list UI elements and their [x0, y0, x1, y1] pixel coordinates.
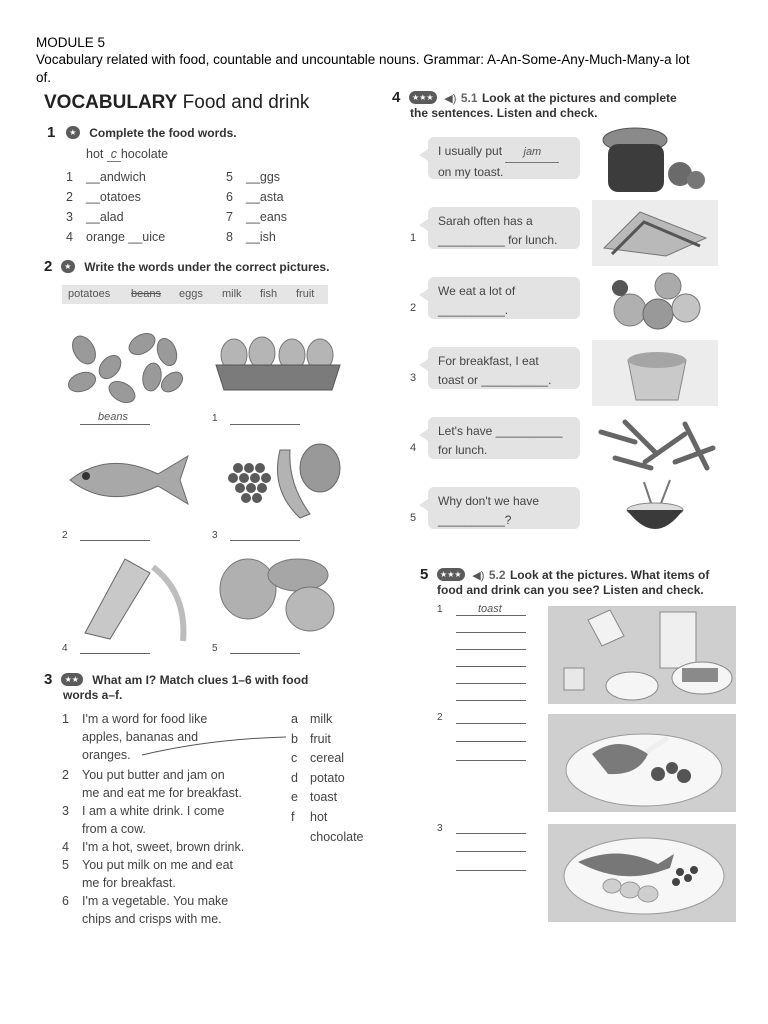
- clue-text: I'm a word for food like: [82, 712, 208, 726]
- ex1-example-answer: c: [107, 147, 121, 162]
- sentence-text: for lunch.: [438, 443, 488, 457]
- option-word-cont: chocolate: [310, 829, 364, 844]
- sentence-bubble-4[interactable]: [428, 417, 580, 459]
- rice-bowl-image: [620, 478, 690, 544]
- sentence-text: Sarah often has a: [438, 214, 533, 228]
- sentence-text: I usually put: [438, 144, 506, 158]
- exercise-instruction: What am I? Match clues 1–6 with food: [92, 673, 309, 687]
- audio-icon[interactable]: ◀): [444, 93, 457, 105]
- answer-line[interactable]: [230, 653, 300, 654]
- exercise-instruction-line2: words a–f.: [63, 688, 123, 702]
- word-fish: fish: [260, 288, 278, 300]
- cereal-bowl-image: [592, 340, 718, 406]
- item-number: 3: [66, 210, 73, 224]
- exercise-1-heading: [47, 124, 237, 142]
- item-number: 8: [226, 230, 233, 244]
- answer-line[interactable]: [230, 540, 300, 541]
- answer-line[interactable]: [456, 683, 526, 684]
- answer-line[interactable]: [456, 723, 526, 724]
- list-item: [226, 167, 287, 187]
- word-eggs: eggs: [179, 288, 203, 300]
- clue-text: oranges.: [82, 748, 131, 762]
- sentence-text: on my toast.: [438, 165, 504, 179]
- word-option[interactable]: [291, 788, 364, 808]
- word-option[interactable]: [291, 769, 364, 789]
- item-number: 5: [226, 170, 233, 184]
- item-number: 4: [66, 230, 73, 244]
- exercise-number: 4: [392, 89, 401, 106]
- option-letter: b: [291, 731, 298, 746]
- item-number: 5: [410, 512, 417, 524]
- sentence-text: For breakfast, I eat: [438, 354, 539, 368]
- option-word: potato: [310, 770, 345, 785]
- difficulty-badge: ★: [66, 126, 80, 139]
- potatoes-image: [218, 555, 342, 635]
- word-potatoes: potatoes: [68, 288, 111, 300]
- picture-label: 3: [212, 530, 218, 541]
- answer-line[interactable]: [456, 666, 526, 667]
- list-item: [66, 227, 165, 247]
- clue-1: [62, 710, 277, 728]
- example-answer: jam: [505, 143, 559, 163]
- clue-3: [62, 802, 277, 820]
- list-item: [66, 207, 165, 227]
- option-word: milk: [310, 712, 333, 726]
- jam-jar-image: [600, 128, 705, 194]
- word-fruit: fruit: [296, 288, 315, 300]
- answer-line[interactable]: [456, 615, 526, 616]
- item-number: 4: [410, 442, 417, 454]
- answer-line[interactable]: [456, 632, 526, 633]
- answer-line[interactable]: [230, 424, 300, 425]
- option-letter: f: [291, 809, 295, 824]
- exercise-2-heading: [44, 258, 329, 276]
- item-number: 3: [410, 372, 417, 384]
- fruit-bowl-image: [608, 270, 703, 336]
- word-option[interactable]: [291, 808, 364, 828]
- answer-line[interactable]: [80, 540, 150, 541]
- audio-track: 5.2: [488, 568, 506, 582]
- clue-text: apples, bananas and: [82, 730, 199, 744]
- clue-2: [62, 766, 277, 784]
- exercise-number: 3: [44, 671, 53, 688]
- picture-label: 1: [212, 413, 218, 424]
- ex1-list-right: [226, 167, 287, 247]
- picture-label: 5: [212, 643, 218, 654]
- sentence-bubble-1[interactable]: [428, 207, 580, 249]
- answer-line[interactable]: [80, 424, 150, 425]
- exercise-number: 1: [47, 124, 56, 141]
- clue-text: me for breakfast.: [82, 876, 176, 890]
- difficulty-badge: ★★★: [437, 568, 465, 581]
- list-item: [226, 187, 287, 207]
- sentence-bubble-example: [428, 137, 580, 179]
- chicken-plate-picture: [548, 714, 736, 812]
- fish-plate-picture: [548, 824, 736, 922]
- audio-icon[interactable]: ◀): [472, 570, 485, 582]
- answer-line[interactable]: [456, 741, 526, 742]
- clue-6: [62, 892, 277, 910]
- item-number: 1: [66, 170, 73, 184]
- option-letter: e: [291, 790, 298, 805]
- pasta-image: [595, 412, 717, 476]
- list-item: [226, 227, 287, 247]
- answer-line[interactable]: [456, 760, 526, 761]
- item-number: 2: [410, 302, 417, 314]
- clue-text: I'm a vegetable. You make: [82, 894, 229, 908]
- difficulty-badge: ★: [61, 260, 75, 273]
- fruit-image: [218, 440, 344, 522]
- vocabulary-heading-bold: VOCABULARY: [44, 92, 178, 113]
- list-item: [226, 207, 287, 227]
- ex1-example-prefix: hot: [86, 147, 107, 161]
- exercise-instruction-line2: the sentences. Listen and check.: [410, 106, 598, 120]
- exercise-number: 2: [44, 258, 53, 275]
- ex1-item-8[interactable]: __ish: [246, 230, 276, 244]
- exercise-3-heading: [44, 671, 308, 689]
- sentence-text: We eat a lot of: [438, 284, 516, 298]
- exercise-instruction-line2: food and drink can you see? Listen and check.: [437, 583, 704, 597]
- picture-label: 4: [62, 643, 68, 654]
- word-milk: milk: [222, 288, 242, 300]
- module-title: MODULE 5: [36, 35, 106, 50]
- clue-5: [62, 856, 277, 874]
- picture-label: 2: [437, 712, 443, 723]
- sentence-text: __________?: [438, 513, 512, 527]
- sentence-text: toast or __________.: [438, 373, 552, 387]
- sentence-text: __________.: [438, 303, 509, 317]
- exercise-number: 5: [420, 566, 429, 583]
- picture-label: 3: [437, 823, 443, 834]
- word-option[interactable]: [291, 730, 364, 750]
- answer-line[interactable]: [80, 653, 150, 654]
- sentence-bubble-2[interactable]: [428, 277, 580, 319]
- clue-text: chips and crisps with me.: [82, 912, 222, 926]
- answer-line[interactable]: [456, 700, 526, 701]
- list-item: [66, 167, 165, 187]
- ex1-item-6[interactable]: __asta: [246, 190, 284, 204]
- word-option[interactable]: [291, 710, 364, 730]
- exercise-4-heading: [392, 89, 677, 107]
- ex1-item-4[interactable]: orange __uice: [86, 230, 166, 244]
- difficulty-badge: ★★: [61, 673, 83, 686]
- module-subtitle-line1: Vocabulary related with food, countable and uncountable nouns. Grammar: A-An-Some-Any-Much-Many-a lot: [36, 52, 690, 67]
- word-beans: beans: [131, 288, 161, 300]
- vocabulary-heading: [44, 92, 309, 114]
- exercise-instruction: Look at the pictures and complete: [481, 91, 677, 105]
- picture-label: 1: [437, 604, 443, 615]
- breakfast-picture: [548, 606, 736, 704]
- match-line: [140, 733, 290, 758]
- sentence-bubble-3[interactable]: [428, 347, 580, 389]
- clue-text: I'm a hot, sweet, brown drink.: [82, 840, 245, 854]
- ex1-item-2[interactable]: __otatoes: [86, 190, 141, 204]
- item-number: 2: [66, 190, 73, 204]
- answer-line[interactable]: [456, 649, 526, 650]
- ex5-example-answer: toast: [478, 603, 502, 615]
- sentence-text: Why don't we have: [438, 494, 540, 508]
- sandwich-image: [592, 200, 718, 266]
- ex1-item-5[interactable]: __ggs: [246, 170, 281, 184]
- option-word: fruit: [310, 731, 331, 746]
- option-letter: c: [291, 751, 298, 766]
- clue-number: 4: [62, 840, 69, 854]
- option-word: toast: [310, 790, 338, 805]
- clue-number: 3: [62, 804, 69, 818]
- eggs-image: [214, 335, 342, 395]
- answer-line[interactable]: [456, 870, 526, 871]
- ex1-example: [86, 147, 168, 162]
- exercise-instruction: Write the words under the correct pictures.: [84, 260, 330, 274]
- clue-text: me and eat me for breakfast.: [82, 786, 242, 800]
- word-box: [62, 285, 328, 304]
- picture-label: 2: [62, 530, 68, 541]
- option-word: cereal: [310, 751, 345, 766]
- difficulty-badge: ★★★: [409, 91, 437, 104]
- clue-text: You put butter and jam on: [82, 768, 225, 782]
- ex1-item-1[interactable]: __andwich: [86, 170, 146, 184]
- fish-image: [68, 452, 192, 508]
- item-number: 1: [410, 232, 417, 244]
- ex2-example-answer: beans: [98, 411, 128, 423]
- list-item: [66, 187, 165, 207]
- option-word: hot: [310, 809, 328, 824]
- clue-text: from a cow.: [82, 822, 146, 836]
- clue-text: I am a white drink. I come: [82, 804, 225, 818]
- clue-4: [62, 838, 277, 856]
- exercise-instruction: Complete the food words.: [89, 126, 237, 140]
- exercise-5-heading: [420, 566, 709, 584]
- sentence-bubble-5[interactable]: [428, 487, 580, 529]
- clue-number: 5: [62, 858, 69, 872]
- option-letter: d: [291, 770, 298, 785]
- ex3-words: [291, 710, 364, 847]
- answer-line[interactable]: [456, 833, 526, 834]
- clue-text: You put milk on me and eat: [82, 858, 234, 872]
- item-number: 7: [226, 210, 233, 224]
- ex1-example-suffix: hocolate: [120, 147, 169, 161]
- item-number: 6: [226, 190, 233, 204]
- ex1-list-left: [66, 167, 165, 247]
- exercise-instruction: Look at the pictures. What items of: [509, 568, 710, 582]
- module-subtitle-line2: of.: [36, 70, 52, 85]
- option-letter: a: [291, 712, 298, 726]
- clue-number: 6: [62, 894, 69, 908]
- answer-line[interactable]: [456, 851, 526, 852]
- vocabulary-heading-rest: Food and drink: [182, 92, 310, 113]
- clue-number: 2: [62, 768, 69, 782]
- word-option[interactable]: [291, 749, 364, 769]
- sentence-text: __________ for lunch.: [438, 233, 558, 247]
- sentence-text: Let's have __________: [438, 424, 563, 438]
- milk-image: [75, 553, 193, 641]
- ex1-item-3[interactable]: __alad: [86, 210, 124, 224]
- beans-image: [62, 322, 192, 407]
- clue-number: 1: [62, 712, 69, 726]
- audio-track: 5.1: [460, 91, 478, 105]
- ex1-item-7[interactable]: __eans: [246, 210, 288, 224]
